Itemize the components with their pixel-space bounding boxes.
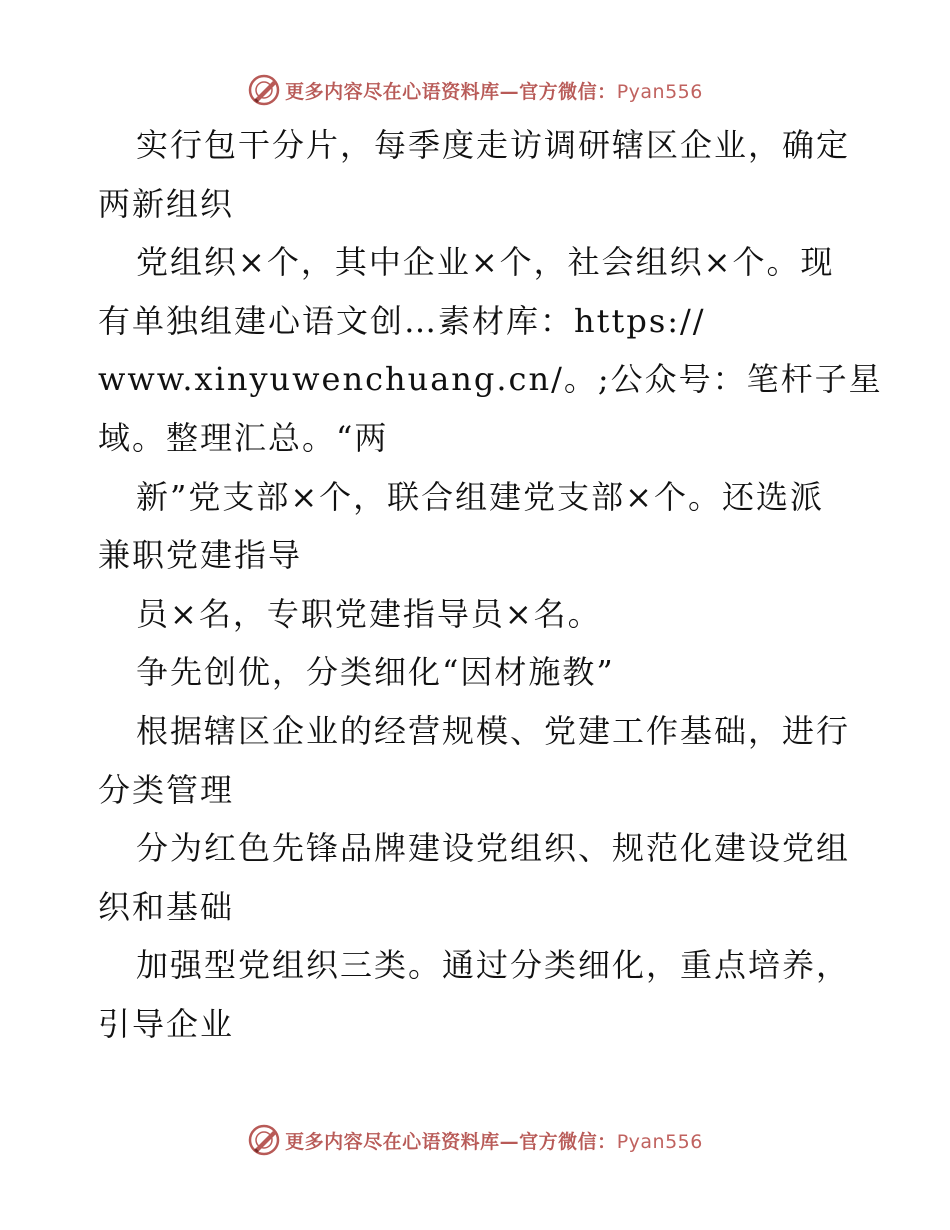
- text-line: 两新组织: [98, 184, 235, 223]
- text-line: 分类管理: [98, 770, 235, 809]
- text-line: 兼职党建指导: [98, 536, 303, 575]
- text-line: 织和基础: [98, 887, 235, 926]
- brand-logo-icon: [247, 73, 281, 107]
- text-line: 员×名，专职党建指导员×名。: [136, 594, 602, 633]
- brand-slogan: 更多内容尽在心语资料库: [285, 80, 500, 103]
- text-line: www.xinyuwenchuang.cn/。;公众号：笔杆子星: [98, 360, 883, 399]
- text-line: 引导企业: [98, 1004, 235, 1043]
- wechat-label: 官方微信：: [519, 1130, 617, 1153]
- text-line: 新”党支部×个，联合组建党支部×个。还选派: [136, 477, 824, 516]
- header-brand-banner: [0, 70, 950, 110]
- wechat-id: Pyan556: [616, 80, 703, 103]
- text-line: 实行包干分片，每季度走访调研辖区企业，确定: [136, 126, 851, 164]
- document-body: [98, 116, 883, 1054]
- text-line: 根据辖区企业的经营规模、党建工作基础，进行: [136, 711, 851, 750]
- brand-slogan: 更多内容尽在心语资料库: [285, 1130, 500, 1153]
- text-line: 分为红色先锋品牌建设党组织、规范化建设党组: [136, 829, 851, 868]
- brand-logo-icon: [247, 1123, 281, 1157]
- text-line: 加强型党组织三类。通过分类细化，重点培养，: [136, 946, 851, 985]
- brand-separator: —: [499, 1130, 520, 1153]
- brand-separator: —: [499, 80, 520, 103]
- text-line: 域。整理汇总。“两: [98, 418, 389, 457]
- wechat-id: Pyan556: [616, 1130, 703, 1153]
- wechat-label: 官方微信：: [519, 80, 617, 103]
- text-line: 党组织×个，其中企业×个，社会组织×个。现: [136, 243, 835, 282]
- footer-brand-banner: [0, 1120, 950, 1160]
- brand-text: [285, 1127, 703, 1154]
- text-line: 争先创优，分类细化“因材施教”: [136, 653, 615, 692]
- brand-text: [285, 77, 703, 104]
- text-line: 有单独组建心语文创…素材库：https://: [98, 301, 706, 340]
